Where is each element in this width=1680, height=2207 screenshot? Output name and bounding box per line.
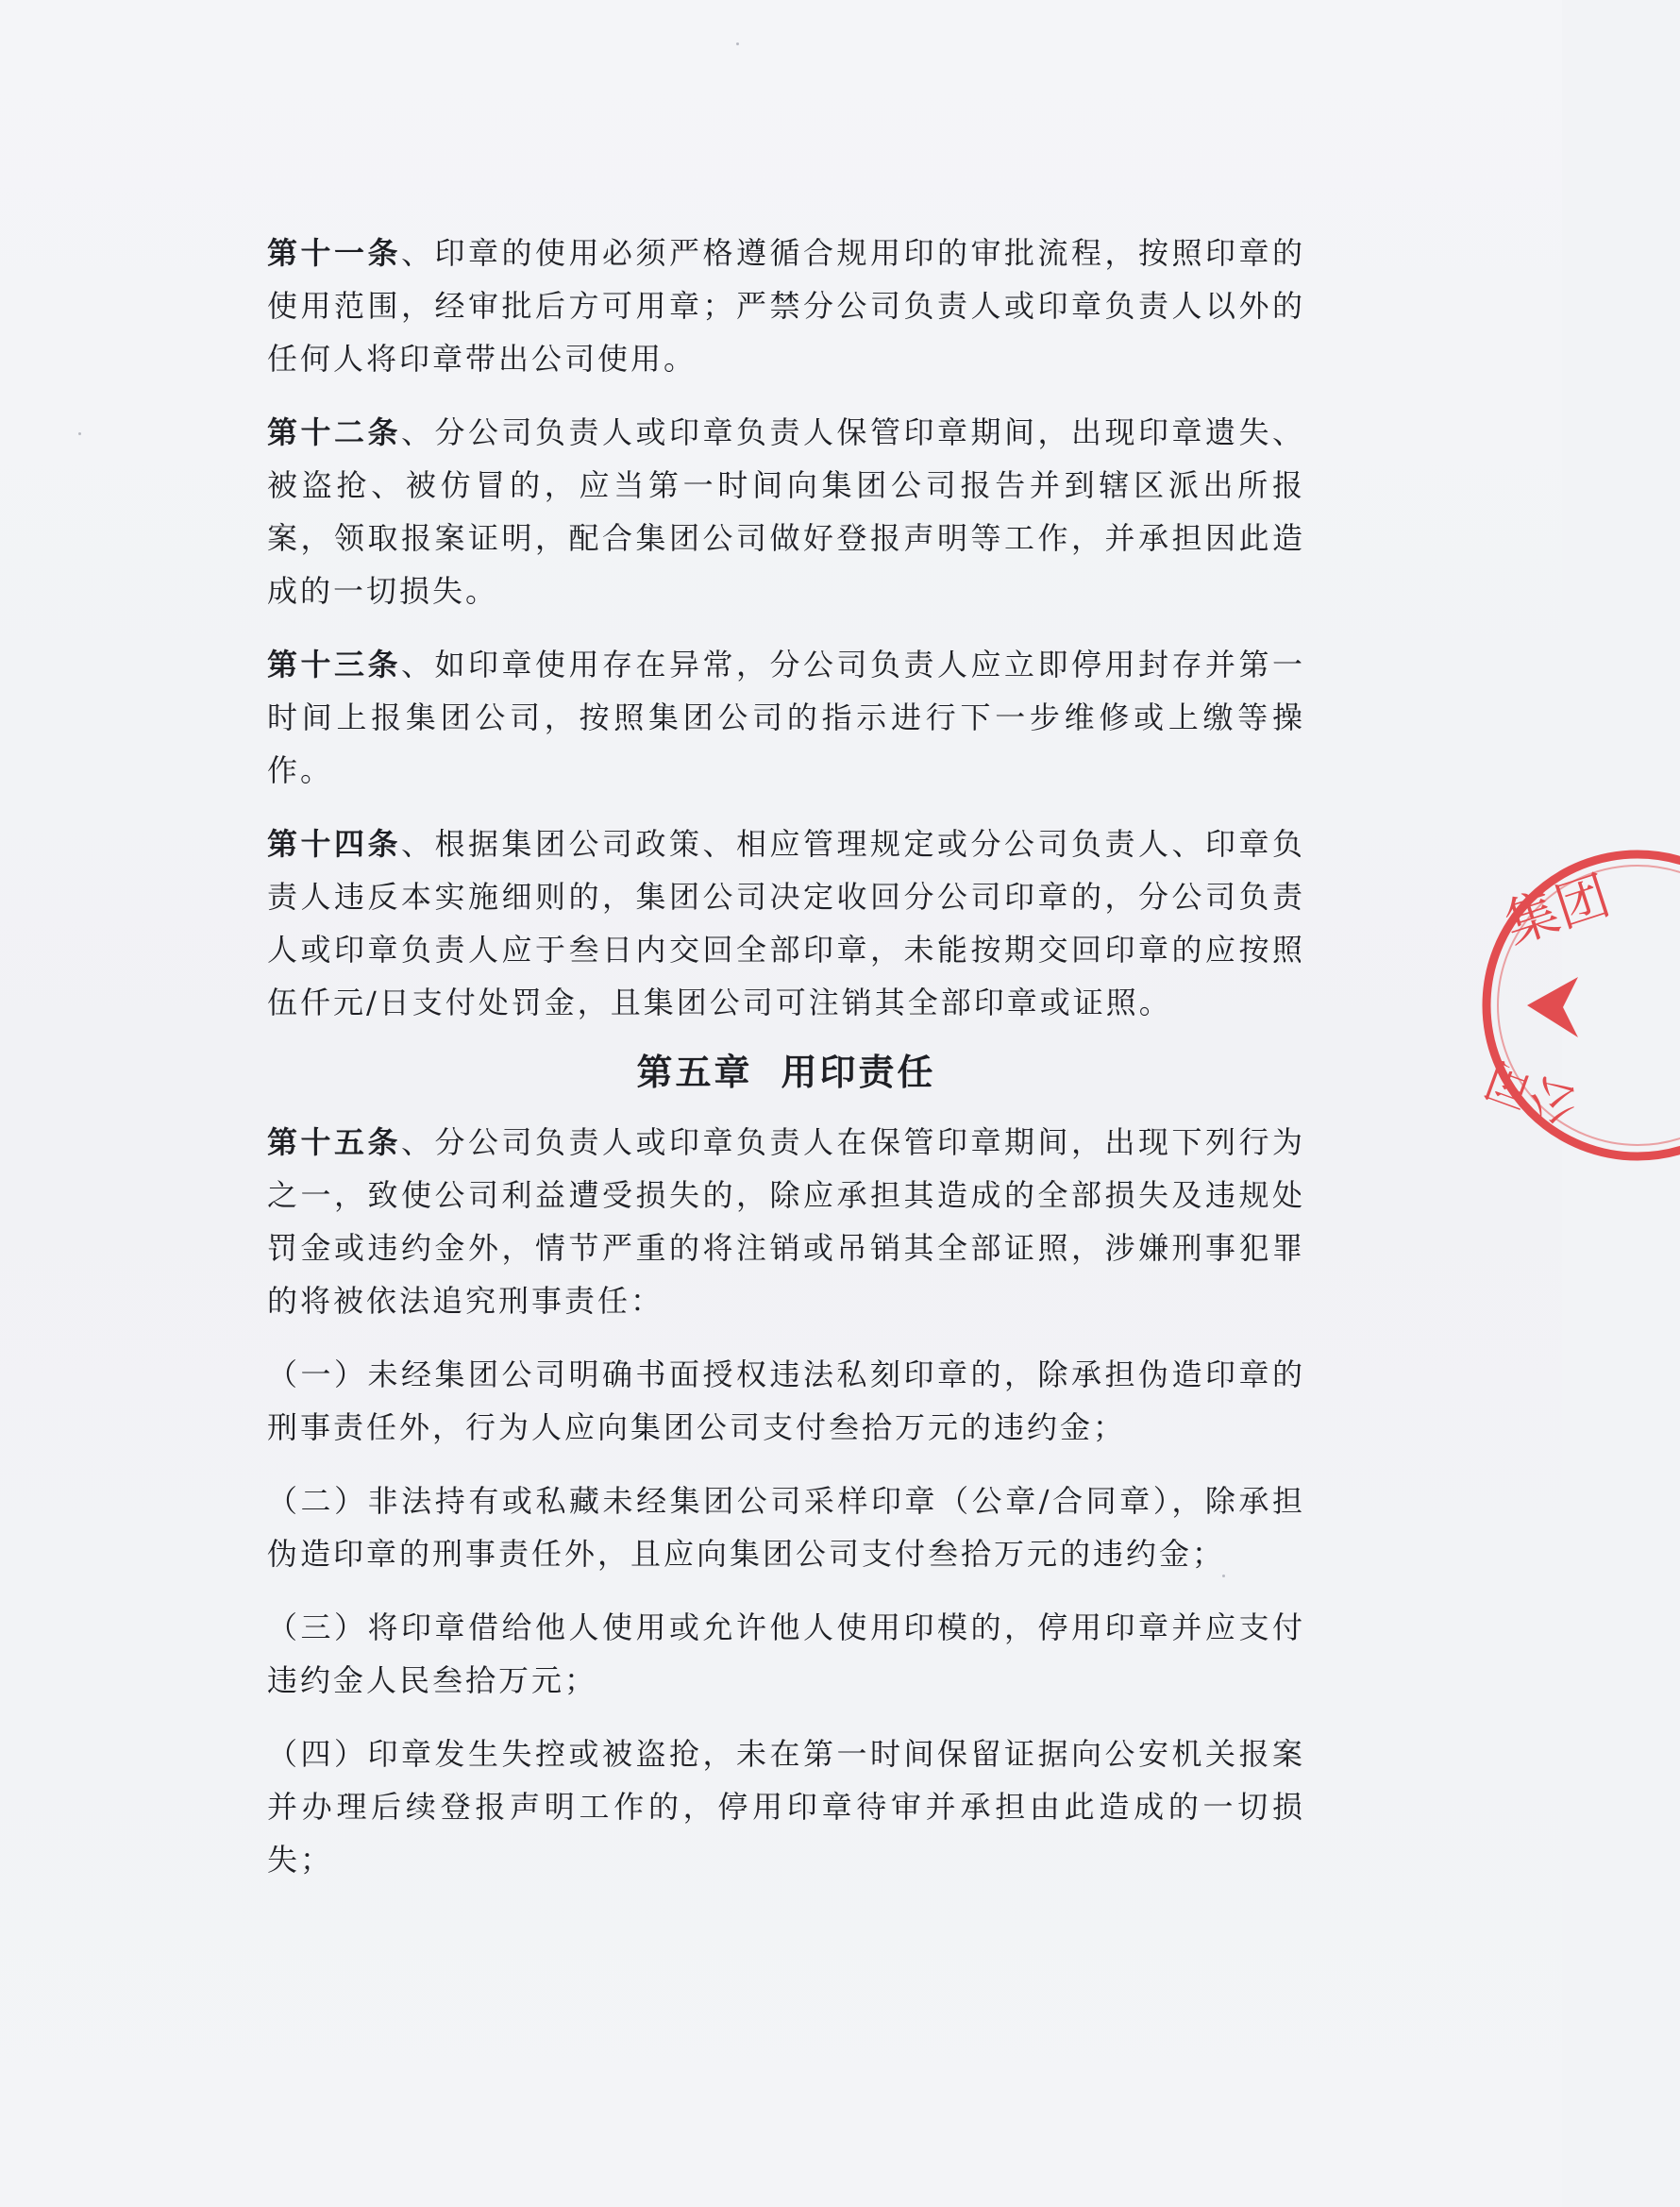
list-item-1: （一）未经集团公司明确书面授权违法私刻印章的，除承担伪造印章的刑事责任外，行为人应向集团公司支付叁拾万元的违约金； [267, 1356, 1305, 1445]
article-14-text: 、根据集团公司政策、相应管理规定或分公司负责人、印章负责人违反本实施细则的，集团公司决定收回分公司印章的，分公司负责人或印章负责人应于叁日内交回全部印章，未能按期交回印章的应按照伍仟元/日支付处罚金，且集团公司可注销其全部印章或证照。 [267, 826, 1305, 1020]
article-13 [267, 638, 1305, 797]
scan-speck [736, 42, 739, 45]
list-item-4: （四）印章发生失控或被盗抢，未在第一时间保留证据向公安机关报案并办理后续登报声明工作的，停用印章待审并承担由此造成的一切损失； [267, 1736, 1305, 1878]
seal-text-bottom: 公司 [1477, 1051, 1585, 1134]
list-item-2: （二）非法持有或私藏未经集团公司采样印章（公章/合同章），除承担伪造印章的刑事责任外，且应向集团公司支付叁拾万元的违约金； [267, 1483, 1305, 1572]
list-item-3: （三）将印章借给他人使用或允许他人使用印模的，停用印章并应支付违约金人民叁拾万元； [267, 1609, 1305, 1698]
article-12-label: 第十二条 [267, 414, 401, 450]
article-11 [267, 227, 1305, 385]
article-15 [267, 1116, 1305, 1327]
article-12 [267, 406, 1305, 617]
company-seal-stamp [1472, 845, 1680, 1166]
seal-text-top: 集团 [1498, 867, 1618, 955]
article-12-text: 、分公司负责人或印章负责人保管印章期间，出现印章遗失、被盗抢、被仿冒的，应当第一时间向集团公司报告并到辖区派出所报案，领取报案证明，配合集团公司做好登报声明等工作，并承担因此造成的一切损失。 [267, 414, 1305, 609]
chapter-number: 第五章 [636, 1051, 753, 1093]
scan-speck [78, 432, 81, 435]
document-body [267, 227, 1305, 1907]
article-15-text: 、分公司负责人或印章负责人在保管印章期间，出现下列行为之一，致使公司利益遭受损失的，除应承担其造成的全部损失及违规处罚金或违约金外，情节严重的将注销或吊销其全部证照，涉嫌刑事犯罪的将被依法追究刑事责任： [267, 1124, 1305, 1319]
article-13-text: 、如印章使用存在异常，分公司负责人应立即停用封存并第一时间上报集团公司，按照集团公司的指示进行下一步维修或上缴等操作。 [267, 647, 1305, 788]
article-14-label: 第十四条 [267, 826, 401, 862]
scan-speck [1222, 1575, 1225, 1577]
article-11-text: 、印章的使用必须严格遵循合规用印的审批流程，按照印章的使用范围，经审批后方可用章；严禁分公司负责人或印章负责人以外的任何人将印章带出公司使用。 [267, 235, 1305, 377]
article-13-label: 第十三条 [267, 647, 401, 682]
article-14 [267, 817, 1305, 1029]
chapter-title: 用印责任 [781, 1051, 936, 1093]
article-11-label: 第十一条 [267, 235, 401, 271]
article-15-label: 第十五条 [267, 1124, 401, 1160]
chapter-heading [267, 1046, 1305, 1099]
